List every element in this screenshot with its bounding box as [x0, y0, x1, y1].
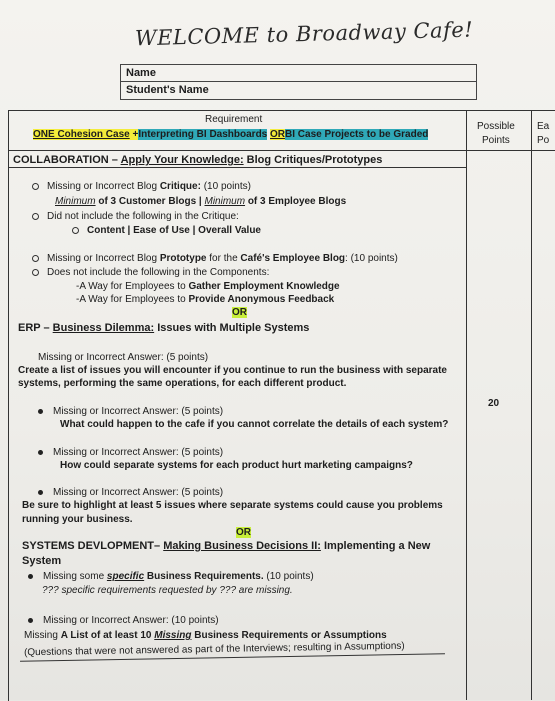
sysdev-answer: Missing or Incorrect Answer: (10 points)	[28, 615, 219, 626]
name-value: Student's Name	[126, 84, 209, 96]
collab-critique-missing: Did not include the following in the Critique:	[32, 211, 239, 222]
sysdev-requirements-sub: ??? specific requirements requested by ??? are missing.	[42, 585, 293, 596]
circle-bullet-icon	[32, 183, 39, 190]
erp-answer-2: Missing or Incorrect Answer: (5 points)	[38, 406, 223, 417]
erp-answer-4-line2: running your business.	[22, 514, 133, 525]
collab-critique-sub: Minimum of 3 Customer Blogs | Minimum of 3 Employee Blogs	[55, 196, 347, 207]
erp-answer-2-question: What could happen to the cafe if you cannot correlate the details of each system?	[60, 419, 449, 430]
case-projects: BI Case Projects to be Graded	[285, 129, 429, 140]
sysdev-title: SYSTEMS DEVLOPMENT– Making Business Decisions II: Implementing a New	[22, 540, 431, 552]
sysdev-requirements-item: Missing some specific Business Requirements. (10 points)	[28, 571, 314, 582]
name-box	[120, 64, 477, 100]
erp-answer-4: Missing or Incorrect Answer: (5 points)	[38, 487, 223, 498]
dot-bullet-icon	[28, 574, 33, 579]
collab-critique-missing-sub: Content | Ease of Use | Overall Value	[72, 225, 261, 236]
collab-critique-item: Missing or Incorrect Blog Critique: (10 points)	[32, 181, 251, 192]
circle-bullet-icon	[32, 269, 39, 276]
dot-bullet-icon	[38, 490, 43, 495]
case-bi: Interpreting BI Dashboards	[138, 129, 268, 140]
erp-answer-4-line1: Be sure to highlight at least 5 issues where separate systems could cause you problems	[22, 500, 443, 511]
erp-answer-3: Missing or Incorrect Answer: (5 points)	[38, 447, 223, 458]
column-divider	[466, 110, 467, 700]
erp-answer-1-line1: Create a list of issues you will encounter if you continue to run the business with separate	[18, 365, 447, 376]
circle-bullet-icon	[32, 255, 39, 262]
erp-answer-1-line2: systems, performing the same operations, for each different product.	[18, 378, 347, 389]
dot-bullet-icon	[28, 618, 33, 623]
erp-answer-3-question: How could separate systems for each product hurt marketing campaigns?	[60, 460, 413, 471]
erp-title: ERP – Business Dilemma: Issues with Multiple Systems	[18, 322, 310, 334]
header-points: Points	[482, 135, 510, 146]
column-divider	[531, 110, 532, 700]
header-divider	[8, 150, 555, 151]
header-requirement: Requirement	[205, 114, 263, 125]
handwritten-title: WELCOME to Broadway Cafe!	[134, 17, 474, 51]
possible-points-value: 20	[488, 398, 500, 409]
dot-bullet-icon	[38, 450, 43, 455]
sysdev-questions-note: (Questions that were not answered as part of the Interviews; resulting in Assumptions)	[23, 640, 405, 659]
circle-bullet-icon	[72, 227, 79, 234]
collab-component-1: -A Way for Employees to Gather Employment Knowledge	[76, 281, 340, 292]
row-divider	[8, 167, 466, 168]
collab-component-2: -A Way for Employees to Provide Anonymous Feedback	[76, 294, 335, 305]
collab-title: COLLABORATION – Apply Your Knowledge: Blog Critiques/Prototypes	[13, 154, 383, 166]
header-earned-points: Po	[537, 135, 550, 146]
header-cases: ONE Cohesion Case +Interpreting BI Dashboards ORBI Case Projects to be Graded	[33, 129, 429, 140]
sysdev-title-line2: System	[22, 555, 62, 567]
name-label: Name	[121, 65, 476, 82]
collab-prototype-missing: Does not include the following in the Components:	[32, 267, 269, 278]
case-or: OR	[270, 129, 286, 140]
erp-answer-1: Missing or Incorrect Answer: (5 points)	[38, 352, 209, 363]
circle-bullet-icon	[32, 213, 39, 220]
collab-prototype-item: Missing or Incorrect Blog Prototype for the Café's Employee Blog: (10 points)	[32, 253, 398, 264]
sysdev-list-requirement: Missing A List of at least 10 Missing Business Requirements or Assumptions	[24, 630, 387, 641]
case-one: ONE Cohesion Case	[33, 129, 130, 140]
or-separator-1: OR	[232, 307, 247, 318]
header-possible: Possible	[477, 121, 515, 132]
dot-bullet-icon	[38, 409, 43, 414]
header-earned: Ea	[537, 121, 550, 132]
or-separator-2: OR	[236, 527, 251, 538]
